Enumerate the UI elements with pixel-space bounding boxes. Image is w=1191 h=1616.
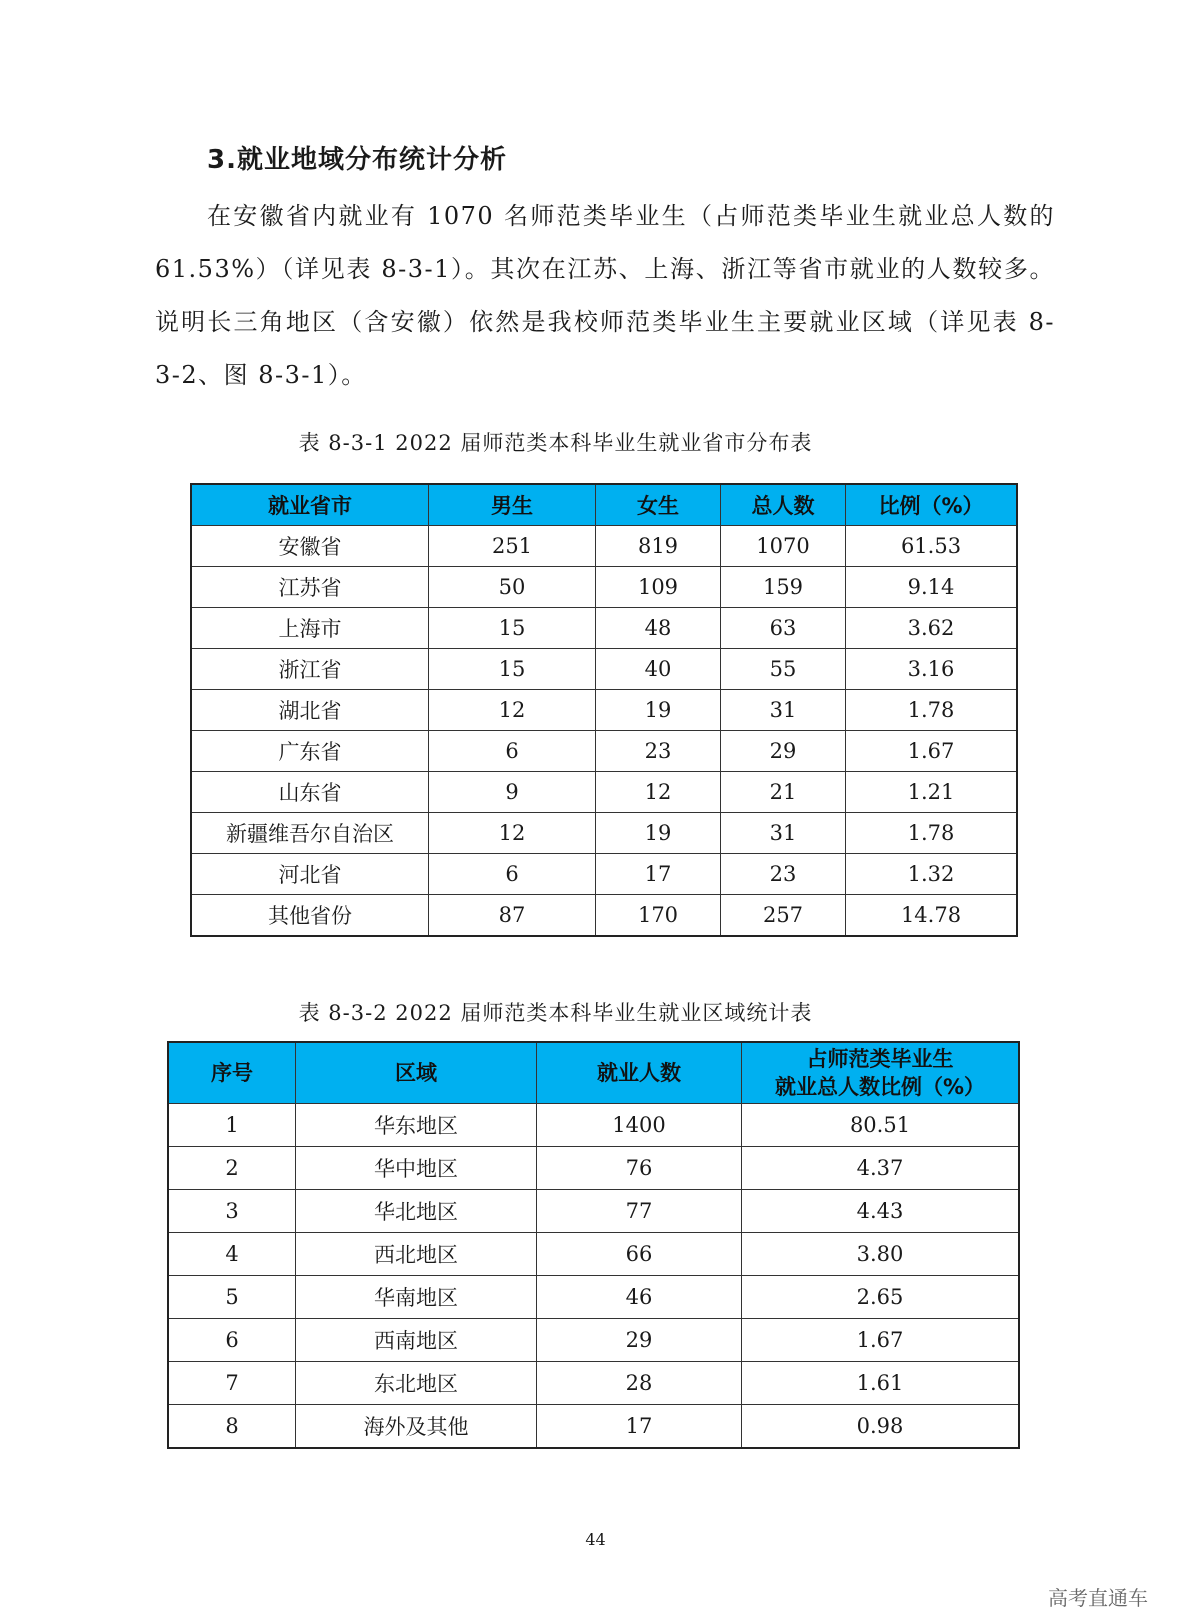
- cell-female: 12: [596, 772, 721, 813]
- cell-male: 6: [429, 731, 596, 772]
- cell-male: 50: [429, 567, 596, 608]
- header-province: 就业省市: [191, 484, 429, 526]
- cell-index: 3: [168, 1190, 296, 1233]
- cell-index: 1: [168, 1104, 296, 1147]
- cell-ratio: 1.32: [846, 854, 1018, 895]
- cell-region: 西南地区: [296, 1319, 537, 1362]
- page-number: 44: [585, 1530, 606, 1549]
- table-row: [168, 1276, 1019, 1319]
- cell-female: 40: [596, 649, 721, 690]
- cell-ratio: 3.16: [846, 649, 1018, 690]
- cell-female: 19: [596, 690, 721, 731]
- cell-employed: 28: [537, 1362, 742, 1405]
- cell-province: 其他省份: [191, 895, 429, 937]
- table-row: [168, 1190, 1019, 1233]
- cell-province: 湖北省: [191, 690, 429, 731]
- cell-province: 新疆维吾尔自治区: [191, 813, 429, 854]
- cell-ratio: 1.67: [846, 731, 1018, 772]
- cell-province: 安徽省: [191, 526, 429, 567]
- table-row: [191, 895, 1017, 937]
- cell-total: 1070: [721, 526, 846, 567]
- table-row: [168, 1233, 1019, 1276]
- cell-total: 23: [721, 854, 846, 895]
- cell-index: 8: [168, 1405, 296, 1449]
- header-male: 男生: [429, 484, 596, 526]
- table-row: [191, 649, 1017, 690]
- cell-region-ratio: 0.98: [742, 1405, 1020, 1449]
- table-row: [168, 1147, 1019, 1190]
- cell-female: 109: [596, 567, 721, 608]
- cell-male: 15: [429, 608, 596, 649]
- cell-female: 170: [596, 895, 721, 937]
- cell-employed: 66: [537, 1233, 742, 1276]
- cell-region-ratio: 4.37: [742, 1147, 1020, 1190]
- cell-total: 63: [721, 608, 846, 649]
- table-header-row: [191, 484, 1017, 526]
- cell-ratio: 3.62: [846, 608, 1018, 649]
- cell-male: 87: [429, 895, 596, 937]
- cell-region: 华中地区: [296, 1147, 537, 1190]
- table-row: [191, 608, 1017, 649]
- cell-female: 23: [596, 731, 721, 772]
- cell-male: 15: [429, 649, 596, 690]
- cell-index: 4: [168, 1233, 296, 1276]
- cell-province: 河北省: [191, 854, 429, 895]
- table-row: [191, 690, 1017, 731]
- cell-region: 东北地区: [296, 1362, 537, 1405]
- cell-employed: 77: [537, 1190, 742, 1233]
- cell-region: 华南地区: [296, 1276, 537, 1319]
- cell-total: 55: [721, 649, 846, 690]
- cell-province: 浙江省: [191, 649, 429, 690]
- header-index: 序号: [168, 1042, 296, 1104]
- cell-total: 257: [721, 895, 846, 937]
- cell-region: 西北地区: [296, 1233, 537, 1276]
- table-row: [168, 1319, 1019, 1362]
- cell-ratio: 1.78: [846, 690, 1018, 731]
- table-row: [191, 526, 1017, 567]
- header-female: 女生: [596, 484, 721, 526]
- header-ratio: 比例（%）: [846, 484, 1018, 526]
- cell-province: 上海市: [191, 608, 429, 649]
- table-row: [191, 813, 1017, 854]
- cell-ratio: 1.78: [846, 813, 1018, 854]
- header-region: 区域: [296, 1042, 537, 1104]
- cell-index: 5: [168, 1276, 296, 1319]
- section-heading: 3.就业地域分布统计分析: [207, 145, 507, 175]
- cell-index: 7: [168, 1362, 296, 1405]
- cell-total: 29: [721, 731, 846, 772]
- cell-employed: 76: [537, 1147, 742, 1190]
- cell-total: 21: [721, 772, 846, 813]
- cell-ratio: 14.78: [846, 895, 1018, 937]
- table-row: [168, 1405, 1019, 1449]
- cell-total: 31: [721, 813, 846, 854]
- cell-region: 海外及其他: [296, 1405, 537, 1449]
- cell-male: 9: [429, 772, 596, 813]
- section-paragraph: 在安徽省内就业有 1070 名师范类毕业生（占师范类毕业生就业总人数的 61.53%）（详见表 8-3-1）。其次在江苏、上海、浙江等省市就业的人数较多。说明长三角地区（含安徽）依然是我校师范类毕业生主要就业区域（详见表 8-3-2、图 8-3-1）。: [155, 202, 1055, 389]
- cell-region-ratio: 4.43: [742, 1190, 1020, 1233]
- cell-ratio: 9.14: [846, 567, 1018, 608]
- cell-male: 12: [429, 690, 596, 731]
- cell-region-ratio: 1.61: [742, 1362, 1020, 1405]
- table-row: [191, 772, 1017, 813]
- cell-female: 17: [596, 854, 721, 895]
- cell-employed: 46: [537, 1276, 742, 1319]
- header-total: 总人数: [721, 484, 846, 526]
- cell-female: 819: [596, 526, 721, 567]
- cell-region-ratio: 1.67: [742, 1319, 1020, 1362]
- cell-province: 广东省: [191, 731, 429, 772]
- cell-region: 华北地区: [296, 1190, 537, 1233]
- cell-total: 31: [721, 690, 846, 731]
- table-header-row: [168, 1042, 1019, 1104]
- table-row: [191, 567, 1017, 608]
- cell-employed: 29: [537, 1319, 742, 1362]
- cell-index: 6: [168, 1319, 296, 1362]
- cell-employed: 1400: [537, 1104, 742, 1147]
- cell-index: 2: [168, 1147, 296, 1190]
- cell-female: 48: [596, 608, 721, 649]
- cell-total: 159: [721, 567, 846, 608]
- cell-male: 12: [429, 813, 596, 854]
- header-employed: 就业人数: [537, 1042, 742, 1104]
- cell-ratio: 1.21: [846, 772, 1018, 813]
- cell-ratio: 61.53: [846, 526, 1018, 567]
- cell-region-ratio: 2.65: [742, 1276, 1020, 1319]
- table-row: [168, 1362, 1019, 1405]
- watermark-text: 高考直通车: [1048, 1586, 1148, 1610]
- header-region-ratio: [742, 1042, 1020, 1104]
- cell-region: 华东地区: [296, 1104, 537, 1147]
- cell-female: 19: [596, 813, 721, 854]
- cell-province: 江苏省: [191, 567, 429, 608]
- region-distribution-table: [167, 1041, 1020, 1449]
- cell-employed: 17: [537, 1405, 742, 1449]
- province-distribution-table: [190, 483, 1018, 937]
- table-row: [191, 731, 1017, 772]
- cell-region-ratio: 3.80: [742, 1233, 1020, 1276]
- table1-caption: 表 8-3-1 2022 届师范类本科毕业生就业省市分布表: [298, 431, 813, 455]
- header-region-ratio-line2: 就业总人数比例（%）: [774, 1075, 986, 1099]
- cell-male: 251: [429, 526, 596, 567]
- table-row: [168, 1104, 1019, 1147]
- table2-caption: 表 8-3-2 2022 届师范类本科毕业生就业区域统计表: [298, 1001, 813, 1025]
- table-row: [191, 854, 1017, 895]
- cell-region-ratio: 80.51: [742, 1104, 1020, 1147]
- cell-province: 山东省: [191, 772, 429, 813]
- cell-male: 6: [429, 854, 596, 895]
- header-region-ratio-line1: 占师范类毕业生: [806, 1047, 954, 1071]
